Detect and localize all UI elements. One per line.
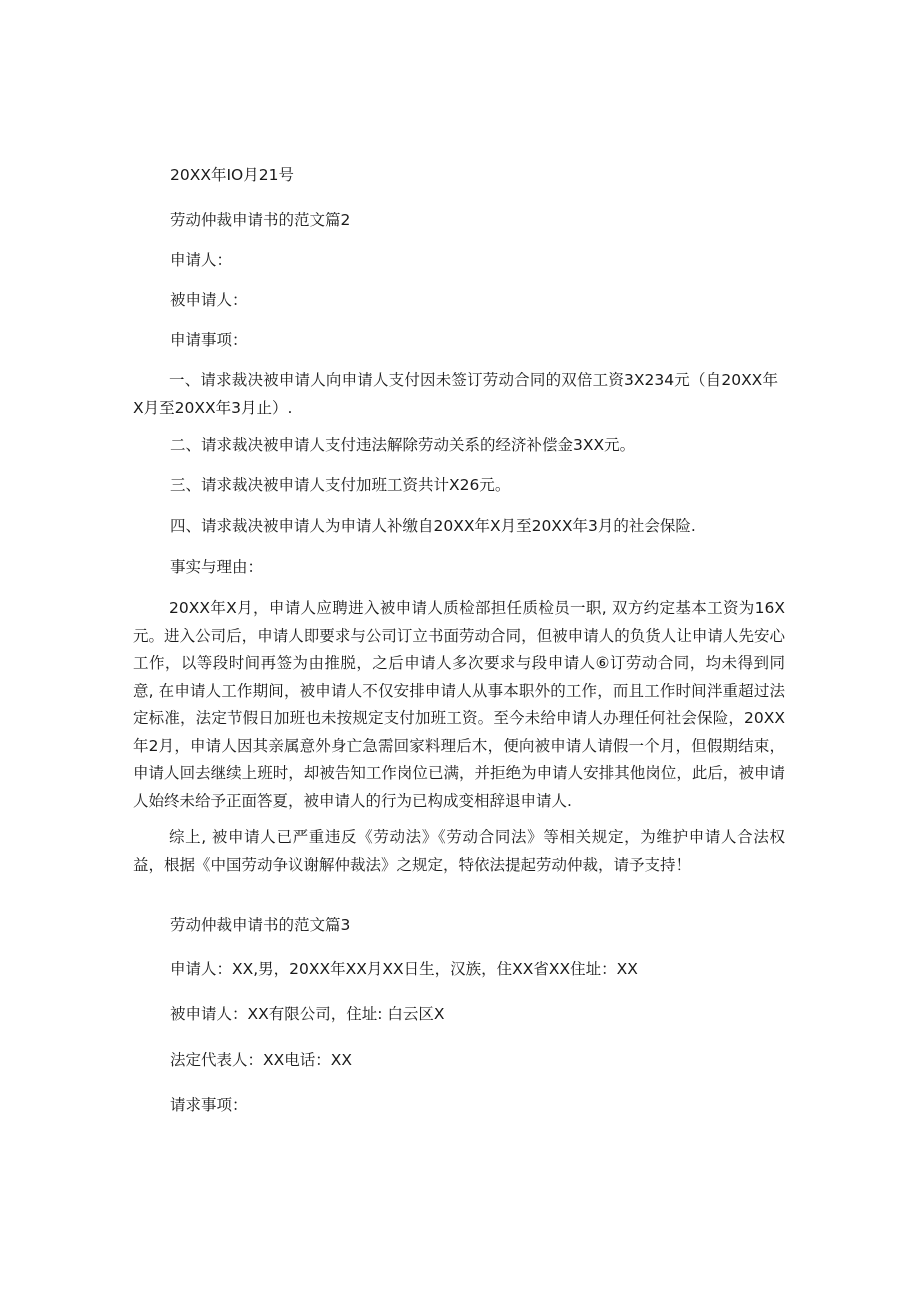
matters-label: 申请事项：	[170, 331, 248, 349]
requests-label: 请求事项：	[170, 1096, 248, 1114]
claim-3: 三、请求裁决被申请人支付加班工资共计X26元。	[170, 476, 511, 494]
section-3-legal-rep: 法定代表人：XX电话：XX	[170, 1051, 352, 1069]
section-3-applicant: 申请人：XX,男，20XX年XX月XX日生，汉族，住XX省XX住址：XX	[170, 960, 638, 978]
section-3-respondent: 被申请人：XX有限公司，住址: 白云区X	[170, 1005, 445, 1023]
facts-body: 20XX年X月，申请人应聘进入被申请人质检部担任质检员一职, 双方约定基本工资为16X元。进入公司后，申请人即要求与公司订立书面劳动合同，但被申请人的负货人让申请人先安心工作，以等段时间再签为由推脱，之后申请人多次要求与段申请人⑥订劳动合同，均未得到同意, 在申请人工作期间，被申请人不仅安排申请人从事本职外的工作，而且工作时间泮重超过法定标准，法定节假日加班也未按规定支付加班工资。至今未给申请人办理任何社会保险，20XX年2月，申请人因其亲属意外身亡急需回家料理后木，便向被申请人请假一个月，但假期结束，申请人回去继续上班时，却被告知工作岗位已满，并拒绝为申请人安排其他岗位，此后，被申请人始终未给予正面答夏，被申请人的行为已构成变相辞退申请人.	[133, 599, 785, 810]
claim-4: 四、请求裁决被申请人为申请人补缴自20XX年X月至20XX年3月的社会保险.	[170, 517, 696, 535]
applicant-label: 申请人：	[170, 251, 233, 269]
claim-1: 一、请求裁决被申请人向申请人支付因未签订劳动合同的双倍工资3X234元（自20XX年X月至20XX年3月止）.	[133, 371, 778, 417]
section-2-heading: 劳动仲裁申请书的范文篇2	[170, 211, 351, 229]
claim-2: 二、请求裁决被申请人支付违法解除劳动关系的经济补偿金3XX元。	[170, 436, 636, 454]
conclusion-paragraph: 综上, 被申请人已严重违反《劳动法》《劳动合同法》等相关规定，为维护申请人合法权益，根据《中国劳动争议谢解仲裁法》之规定，特依法提起劳动仲裁，请予支持！	[133, 828, 785, 874]
section-3-heading: 劳动仲裁申请书的范文篇3	[170, 916, 351, 934]
respondent-label: 被申请人：	[170, 291, 248, 309]
document-date: 20XX年IO月21号	[170, 166, 294, 184]
facts-label: 事实与理由：	[170, 558, 264, 576]
